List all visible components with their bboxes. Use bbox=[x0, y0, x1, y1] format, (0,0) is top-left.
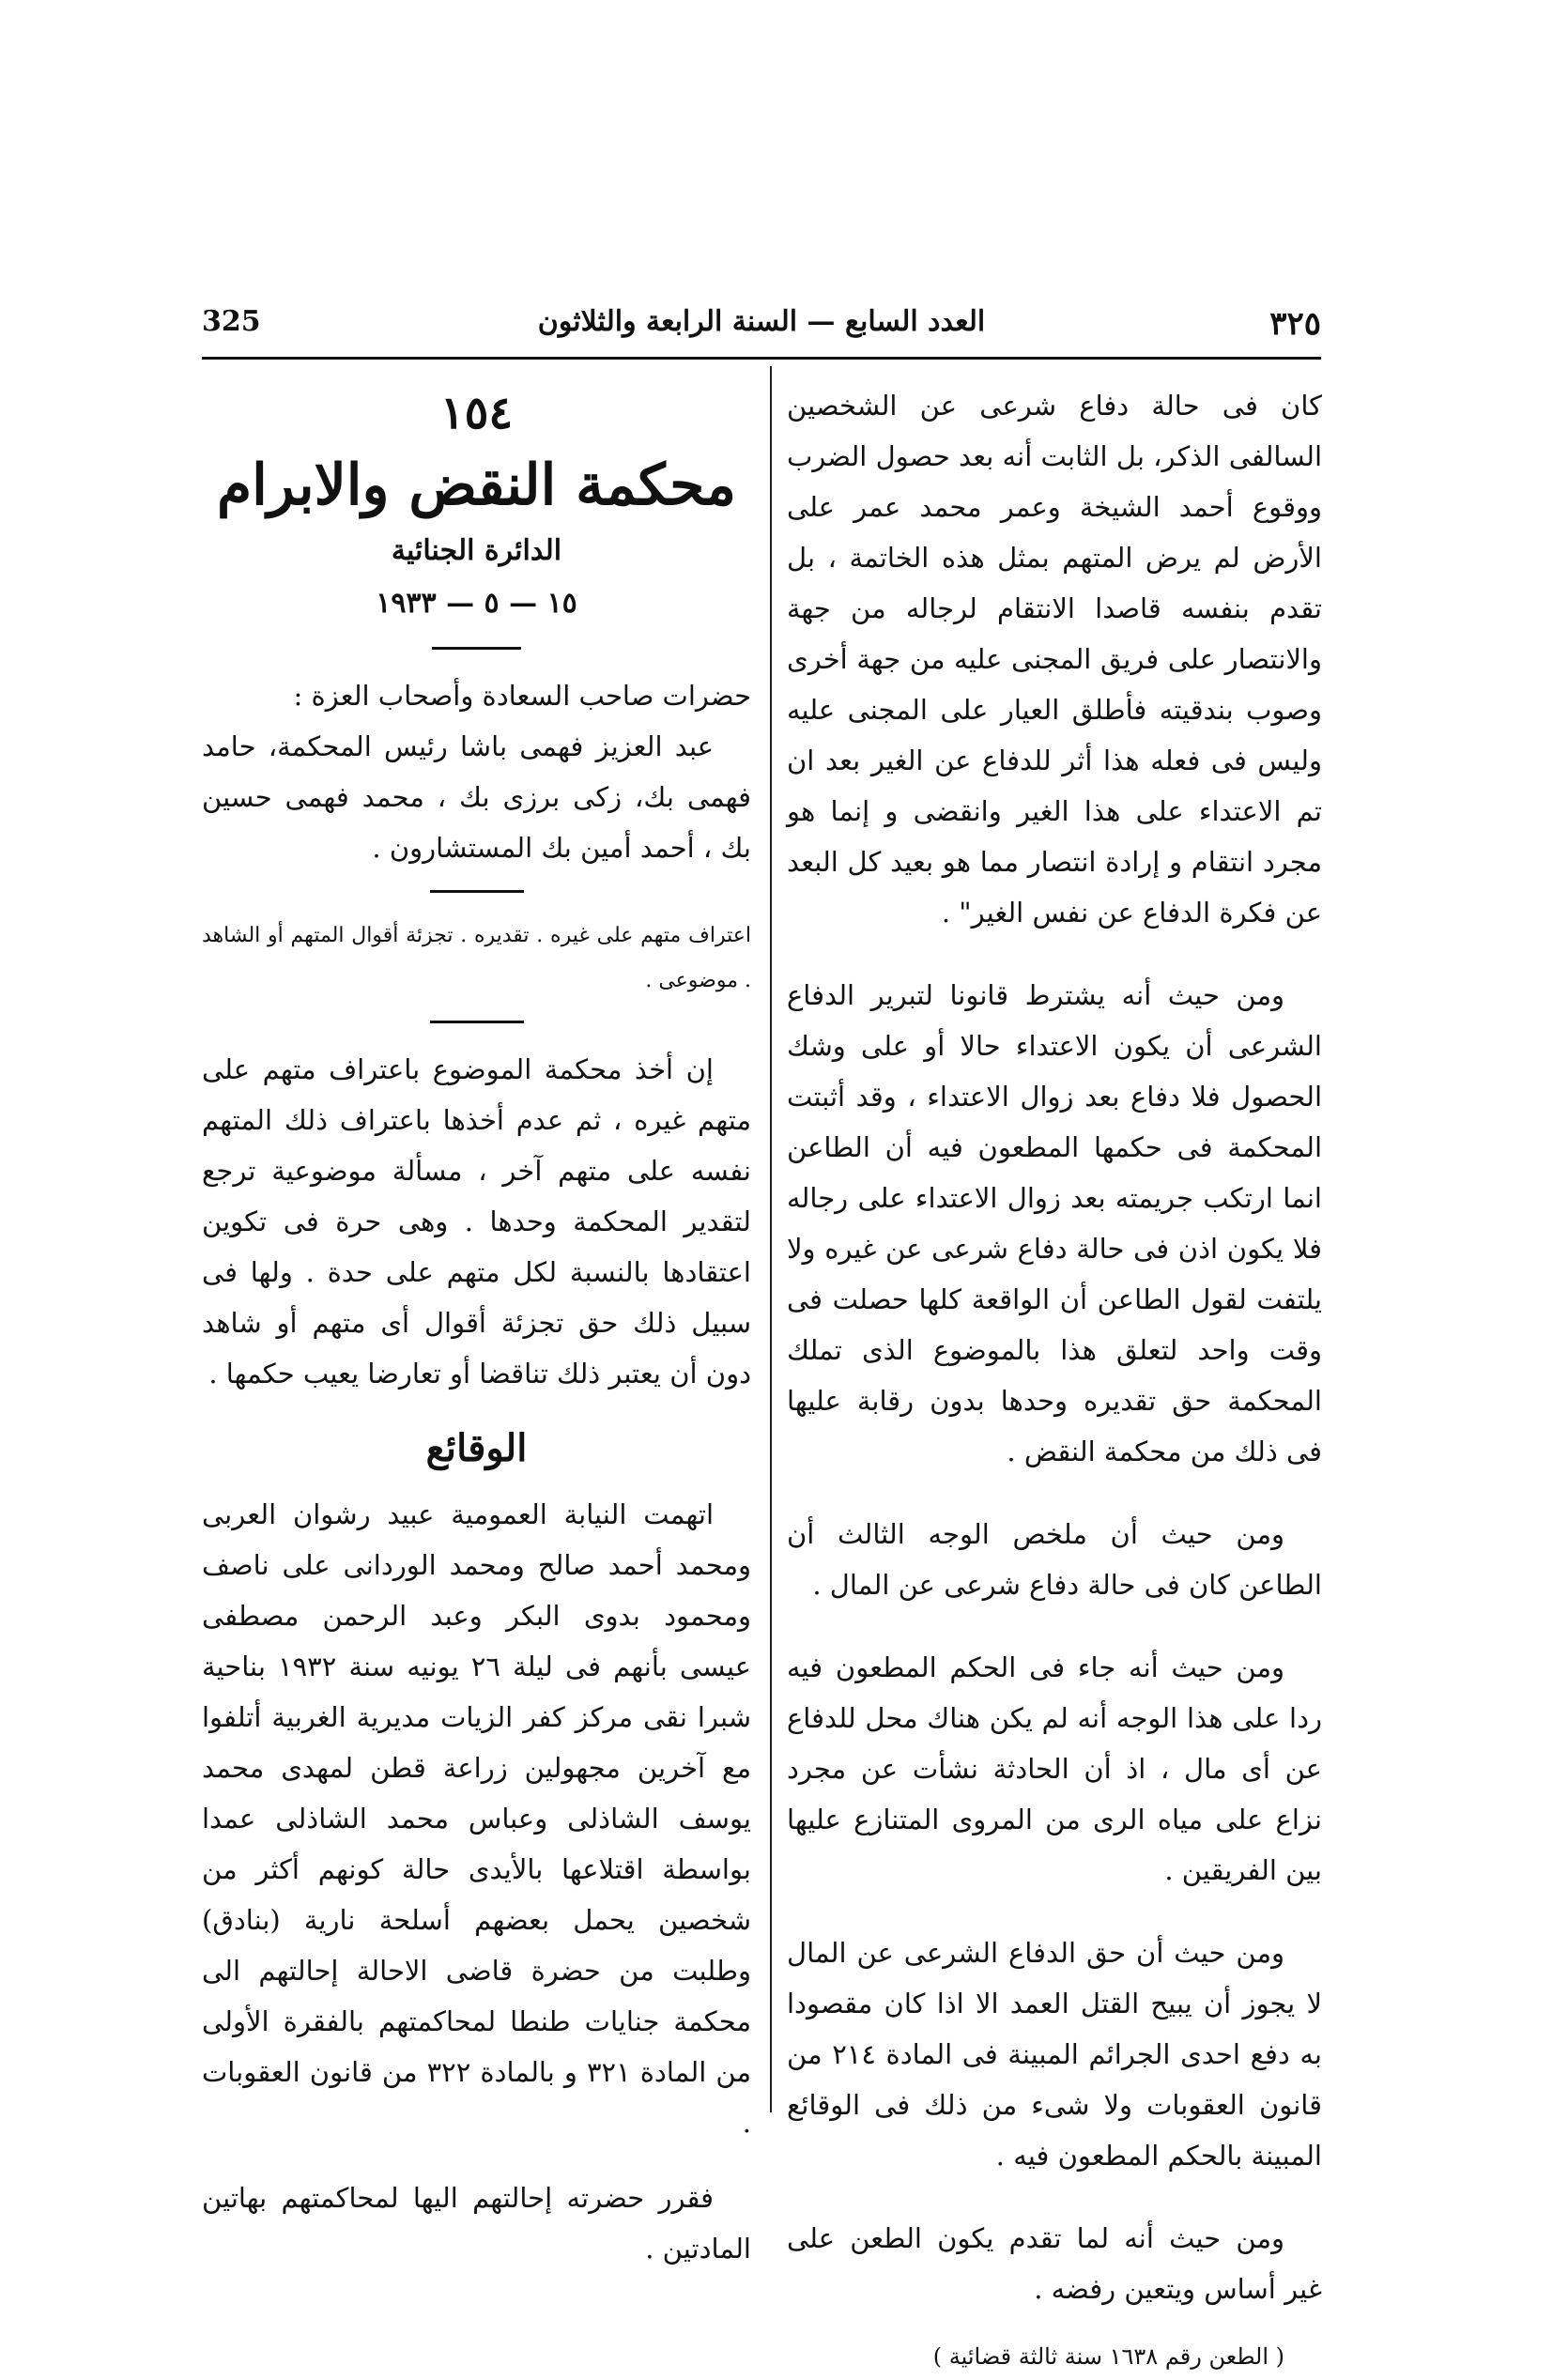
bench-members: عبد العزيز فهمى باشا رئيس المحكمة، حامد فهمى بك، زكى برزى بك ، محمد فهمى حسين بك ، أحمد أمين بك المستشارون . bbox=[202, 730, 751, 864]
right-column bbox=[787, 380, 1322, 2380]
page-number-latin: 325 bbox=[202, 305, 261, 338]
divider bbox=[430, 1021, 524, 1023]
judgment-date: ١٥ — ٥ — ١٩٣٣ bbox=[376, 587, 577, 620]
paragraph-continued: كان فى حالة دفاع شرعى عن الشخصين السالفى الذكر، بل الثابت أنه بعد حصول الضرب ووقوع أحمد الشيخة وعمر محمد عمر على الأرض لم يرض المتهم بمثل هذه الخاتمة ، بل تقدم بنفسه قاصدا الانتقام لرجاله من جهة والانتصار على فريق المجنى عليه من جهة أخرى وصوب بندقيته فأطلق العيار على المجنى عليه وليس فى فعله هذا أثر للدفاع عن الغير بعد ان تم الاعتداء على هذا الغير وانقضى و إنما هو مجرد انتقام و إرادة انتصار مما هو بعيد كل البعد عن فكرة الدفاع عن نفس الغير" . bbox=[787, 390, 1322, 929]
paragraph-third-ground: ومن حيث أن ملخص الوجه الثالث أن الطاعن كان فى حالة دفاع شرعى عن المال . bbox=[787, 1518, 1322, 1601]
divider bbox=[432, 647, 521, 650]
divider bbox=[430, 890, 524, 893]
paragraph-conclusion: ومن حيث أنه لما تقدم يكون الطعن على غير أساس ويتعين رفضه . bbox=[787, 2222, 1322, 2305]
keywords: اعتراف متهم على غيره . تقديره . تجزئة أقوال المتهم أو الشاهد . موضوعى . bbox=[202, 924, 751, 992]
referral-line: فقرر حضرته إحالتهم اليها لمحاكمتهم بهاتين المادتين . bbox=[202, 2182, 751, 2265]
paragraph-legitimate-defense: ومن حيث أنه يشترط قانونا لتبرير الدفاع الشرعى أن يكون الاعتداء حالا أو على وشك الحصول فلا دفاع بعد زوال الاعتداء ، وقد أثبتت المحكمة فى حكمها المطعون فيه أن الطاعن انما ارتكب جريمته بعد زوال الاعتداء على رجاله فلا يكون اذن فى حالة دفاع شرعى عن غيره ولا يلتفت لقول الطاعن أن الواقعة كلها حصلت فى وقت واحد لتعلق هذا بالموضوع الذى تملك المحكمة حق تقديره وحدها بدون رقابة عليها فى ذلك من محكمة النقض . bbox=[787, 979, 1322, 1467]
paragraph-property-defense: ومن حيث أن حق الدفاع الشرعى عن المال لا يجوز أن يبيح القتل العمد الا اذا كان مقصودا به دفع احدى الجرائم المبينة فى المادة ٢١٤ من قانون العقوبات ولا شىء من ذلك فى الوقائع المبينة بالحكم المطعون فيه . bbox=[787, 1937, 1323, 2172]
header-rule bbox=[202, 357, 1321, 360]
column-divider bbox=[770, 366, 772, 2112]
legal-principle: إن أخذ محكمة الموضوع باعتراف متهم على متهم غيره ، ثم عدم أخذها باعتراف ذلك المتهم نفسه على متهم آخر ، مسألة موضوعية ترجع لتقدير المحكمة وحدها . وهى حرة فى تكوين اعتقادها بالنسبة لكل متهم على حدة . ولها فى سبيل ذلك حق تجزئة أقوال أى متهم أو شاهد دون أن يعتبر ذلك تناقضا أو تعارضا يعيب حكمها . bbox=[202, 1053, 751, 1390]
court-name: محكمة النقض والابرام bbox=[216, 453, 737, 518]
facts-heading: الوقائع bbox=[425, 1426, 528, 1470]
case-number: ١٥٤ bbox=[439, 387, 514, 439]
paragraph-ruling-reply: ومن حيث أنه جاء فى الحكم المطعون فيه ردا على هذا الوجه أنه لم يكن هناك محل للدفاع عن أى مال ، اذ أن الحادثة نشأت عن مجرد نزاع على مياه الرى من المروى المتنازع عليها بين الفريقين . bbox=[787, 1651, 1322, 1886]
left-column bbox=[202, 380, 751, 2274]
facts-paragraph: اتهمت النيابة العمومية عبيد رشوان العربى ومحمد أحمد صالح ومحمد الوردانى على ناصف ومحمود بدوى البكر وعبد الرحمن مصطفى عيسى بأنهم فى ليلة ٢٦ يونيه سنة ١٩٣٢ بناحية شبرا نقى مركز كفر الزيات مديرية الغربية أتلفوا مع آخرين مجهولين زراعة قطن لمهدى محمد يوسف الشاذلى وعباس محمد الشاذلى عمدا بواسطة اقتلاعها بالأيدى حالة كونهم أكثر من شخصين يحمل بعضهم أسلحة نارية (بنادق) وطلبت من حضرة قاضى الاحالة إحالتهم الى محكمة جنايات طنطا لمحاكمتهم بالفقرة الأولى من المادة ٣٢١ و بالمادة ٣٢٢ من قانون العقوبات . bbox=[202, 1498, 751, 2139]
page-number-arabic: ٣٢٥ bbox=[1269, 305, 1321, 343]
running-header bbox=[202, 305, 1321, 354]
issue-title: العدد السابع — السنة الرابعة والثلاثون bbox=[537, 305, 986, 338]
circuit-name: الدائرة الجنائية bbox=[391, 534, 562, 567]
appeal-reference: ( الطعن رقم ١٦٣٨ سنة ثالثة قضائية ) bbox=[932, 2343, 1284, 2370]
bench-intro: حضرات صاحب السعادة وأصحاب العزة : bbox=[293, 680, 751, 712]
